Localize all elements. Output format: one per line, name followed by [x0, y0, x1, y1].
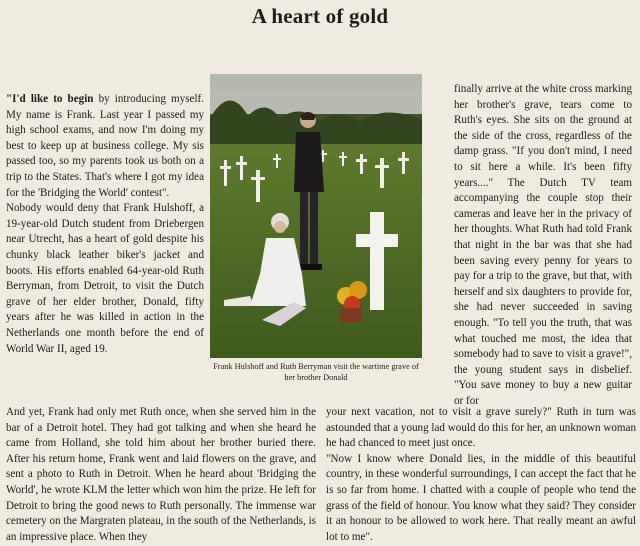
- cemetery-photo: [210, 74, 422, 358]
- photo-illustration: [210, 74, 422, 358]
- bottom-right-paragraph-1: your next vacation, not to visit a grave surely?" Ruth in turn was astounded that a young lad would do this for her, an unknown woman he had chanced to meet just once.: [326, 406, 636, 450]
- right-column: [454, 82, 632, 409]
- bottom-left-column: [6, 405, 316, 545]
- left-paragraph-2: Nobody would deny that Frank Hulshoff, a 19-year-old Dutch student from Driebergen near Utrecht, has a heart of gold despite his chunky black leather biker's jacket and boots. His efforts enabled 64-year-old Ruth Berryman, from Detroit, to visit the Dutch grave of her elder brother, Donald, fifty years after he was killed in action in the Netherlands one month before the end of World War II, aged 19.: [6, 202, 204, 355]
- left-paragraph-1: [6, 92, 204, 201]
- bottom-left-paragraph-1: And yet, Frank had only met Ruth once, when she served him in the bar of a Detroit hotel. They had got talking and when she heard he came from Holland, she told him about her brother buried there. After his return home, Frank went and laid flowers on the grave, and sent a photo to Ruth in Detroit. When he heard about 'Bridging the World', he wrote KLM the letter which won him the prize. He left for Detroit to bring the good news to Ruth personally. The immense war cemetery on the Margraten plateau, in the south of the Netherlands, is an impressive place. When they: [6, 406, 316, 543]
- article-title: A heart of gold: [251, 4, 389, 28]
- photo-caption: Frank Hulshoff and Ruth Berryman visit the wartime grave of her brother Donald: [213, 362, 419, 382]
- bottom-right-paragraph-2: "Now I know where Donald lies, in the middle of this beautiful country, in these wonderful surroundings, I can accept the fact that he is so far from home. I chatted with a couple of people who tend the grass of the field of honour. You know what they said? They consider it an honour to be allowed to work here. That really meant an awful lot to me".: [326, 452, 636, 543]
- right-paragraph-1: finally arrive at the white cross marking her brother's grave, tears come to Ruth's eyes. She sits on the ground at the side of the cross, regardless of the damp grass. "If you don't mind, I need to sit here a while. It's been fifty years...." The Dutch TV team accompanying the couple stop their cameras and leave her in the privacy of her thoughts. What Ruth had told Frank that night in the bar was that she had been saving every penny for years to pay for a trip to the grave, but that, with herself and six daughters to provide for, she had never succeeded in saving enough. "To tell you the truth, that was what touched me most, the idea that somebody had to save to visit a grave!", the young student says in disbelief. "You save money to buy a new guitar or for: [454, 83, 632, 407]
- left-column: [6, 92, 204, 357]
- bottom-right-column: [326, 405, 636, 545]
- left-paragraph-1-text: by introducing myself. My name is Frank. Last year I passed my high school exams, and now I'm doing my best to keep up at business college. My sis passed too, so my parents took us both on a trip to the States. That's where I got my idea for the 'Bridging the World' contest".: [6, 93, 204, 199]
- lead-in: "I'd like to begin: [6, 93, 94, 105]
